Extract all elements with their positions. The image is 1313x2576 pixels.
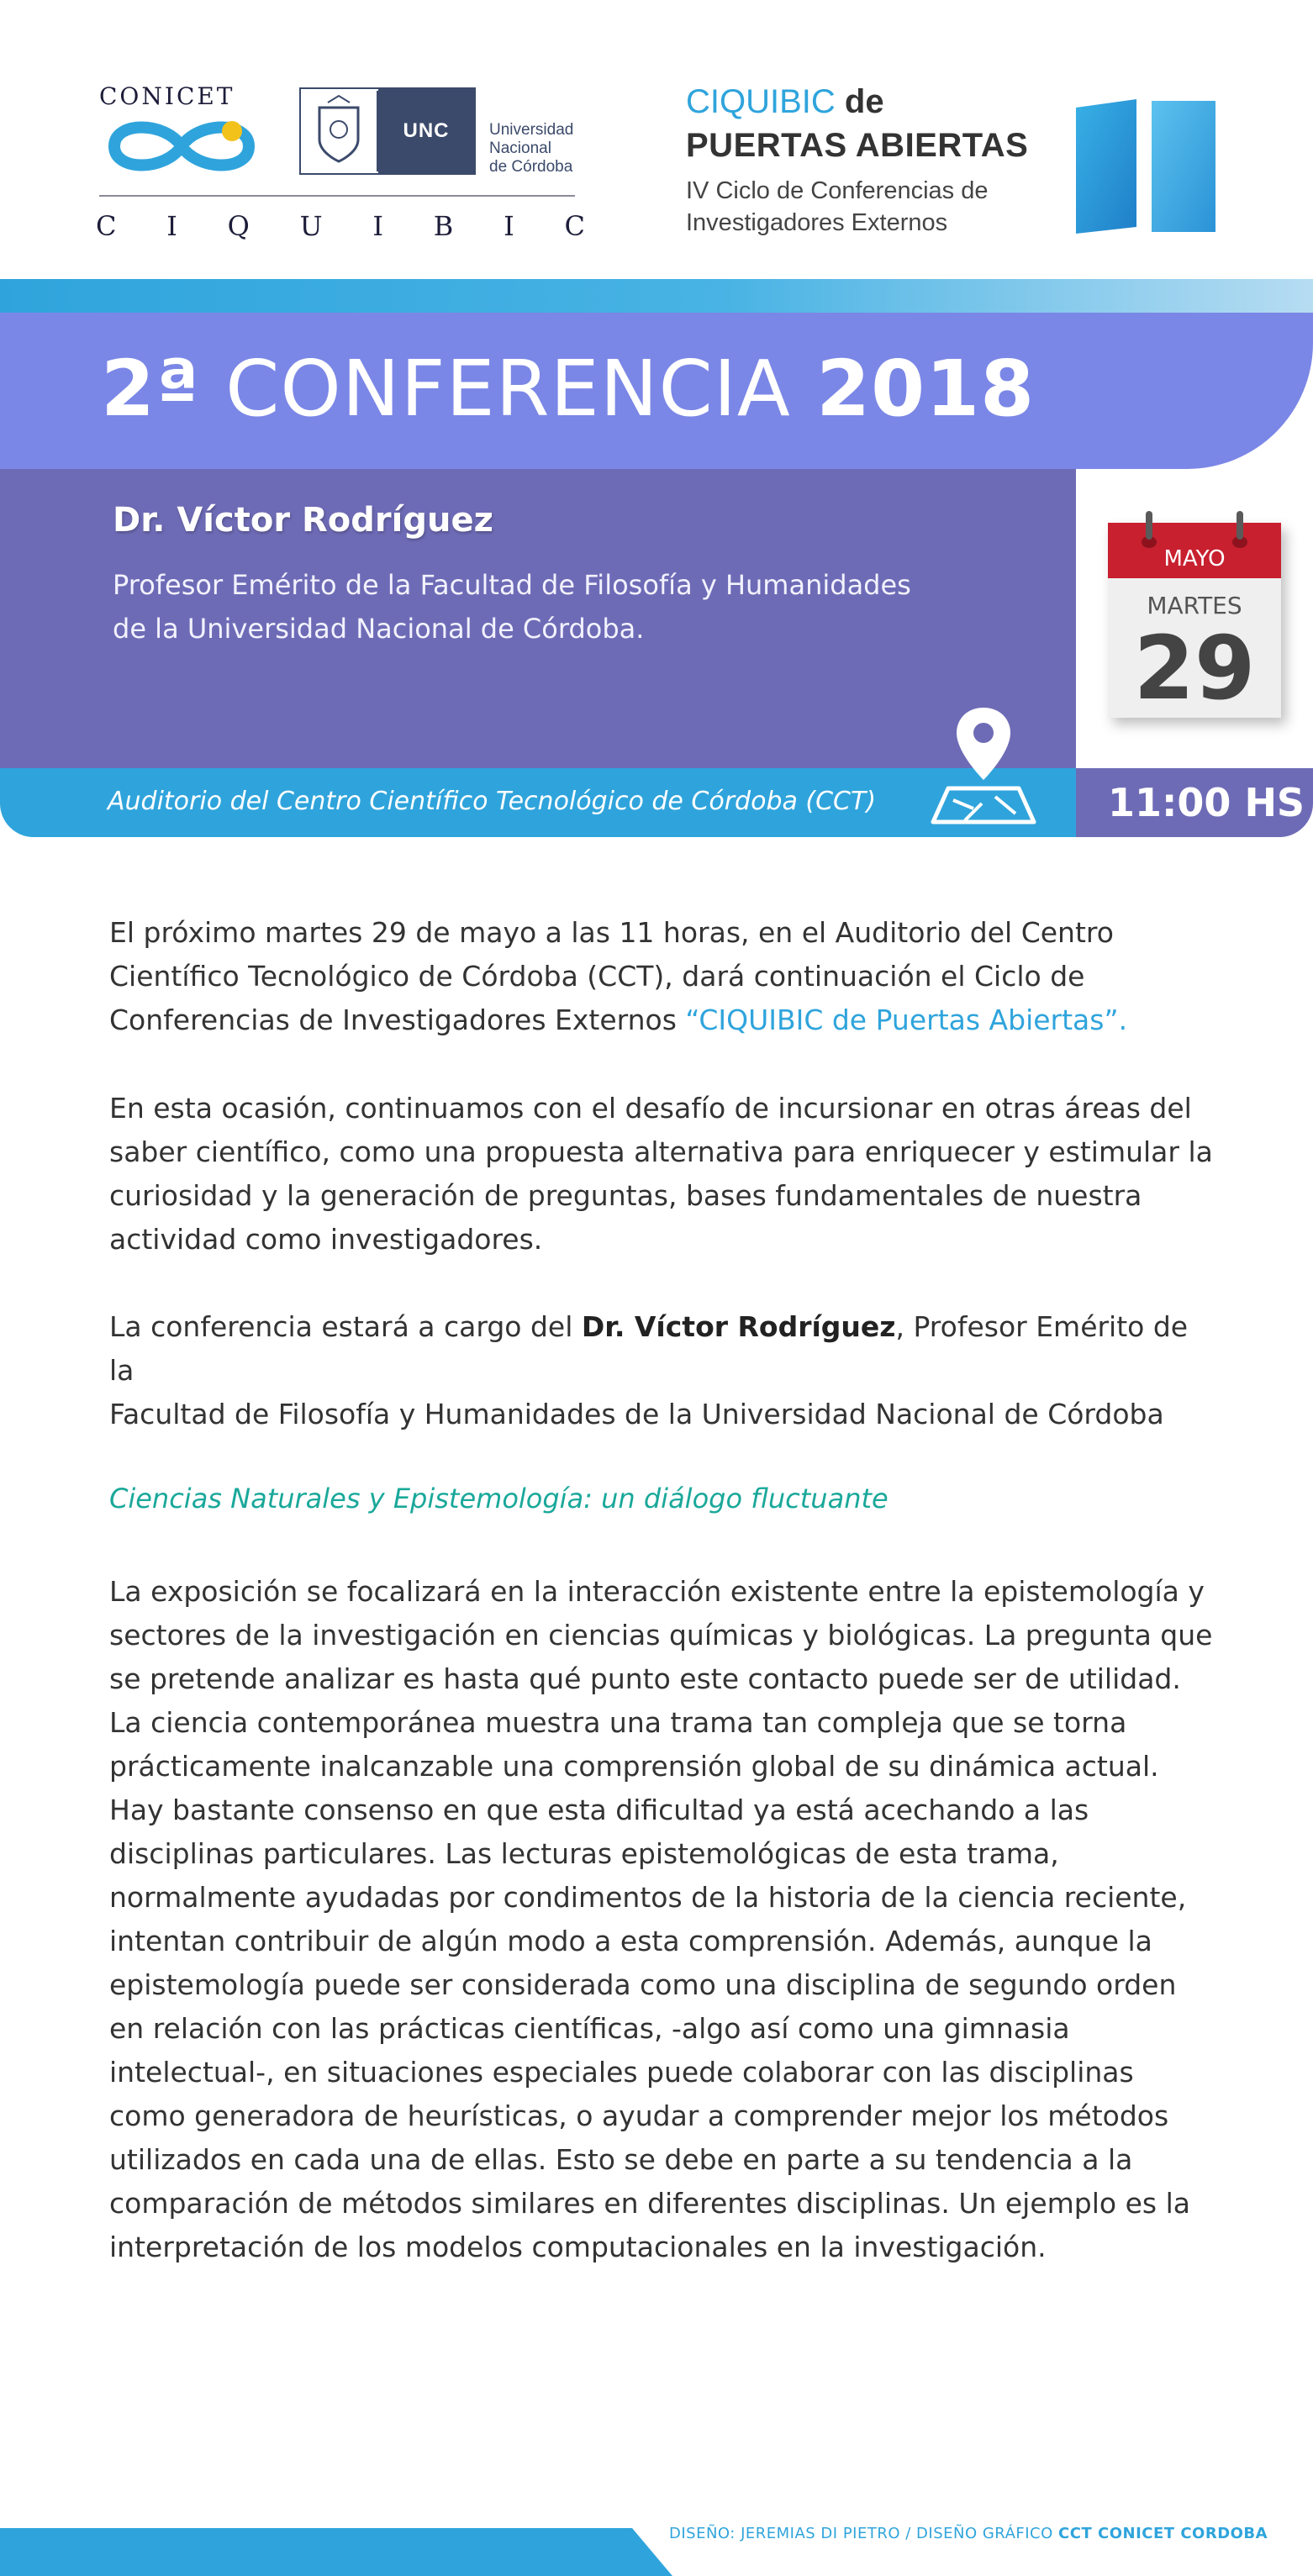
abstract-line: como generadora de heurísticas, o ayudar a comprender mejor los métodos (109, 2099, 1169, 2132)
talk-title: Ciencias Naturales y Epistemología: un diálogo fluctuante (109, 1483, 889, 1515)
ciquibic-letter: I (504, 210, 514, 242)
unc-name (489, 121, 615, 176)
abstract-line: en relación con las prácticas científicas, -algo así como una gimnasia (109, 2012, 1070, 2045)
footer-bar (0, 2528, 672, 2576)
ciquibic-letter: Q (227, 210, 250, 242)
cycle-subtitle (686, 175, 1073, 239)
conference-number: 2ª (101, 344, 200, 434)
ciquibic-letter: I (372, 210, 384, 242)
paragraph-text: Conferencias de Investigadores Externos (109, 1004, 686, 1036)
event-name-highlight: “CIQUIBIC de Puertas Abiertas”. (685, 1004, 1128, 1036)
cycle-subtitle-line: Investigadores Externos (686, 209, 948, 236)
ciquibic-letter: C (96, 210, 117, 242)
ciquibic-letter: C (564, 210, 585, 242)
map-pin-icon (915, 704, 1041, 830)
header-divider (99, 195, 575, 197)
title-ciquibic: CIQUIBIC (686, 83, 836, 120)
speaker-role-line: de la Universidad Nacional de Córdoba. (113, 613, 645, 645)
abstract-line: epistemología puede ser considerada como una disciplina de segundo orden (109, 1968, 1177, 2001)
credit-text: DISEÑO: JEREMIAS DI PIETRO / DISEÑO GRÁFICO (669, 2525, 1059, 2542)
paragraph-line: actividad como investigadores. (109, 1223, 543, 1256)
puertas-abiertas-title (686, 82, 884, 121)
speaker-name-bold: Dr. Víctor Rodríguez (581, 1310, 896, 1343)
unc-logo (299, 87, 476, 175)
abstract-line: La exposición se focalizará en la interacción existente entre la epistemología y (109, 1575, 1205, 1608)
abstract-line: normalmente ayudadas por condimentos de la historia de la ciencia reciente, (109, 1881, 1187, 1914)
date-calendar (1108, 523, 1281, 718)
context-paragraph (109, 1087, 1219, 1262)
speaker-paragraph (109, 1305, 1219, 1436)
abstract-paragraph (109, 1570, 1219, 2269)
abstract-line: prácticamente inalcanzable una comprensión global de su dinámica actual. (109, 1750, 1159, 1783)
abstract-line: sectores de la investigación en ciencias químicas y biológicas. La pregunta que (109, 1619, 1213, 1651)
puertas-abiertas-line2: PUERTAS ABIERTAS (686, 127, 1029, 164)
ciquibic-letter: I (166, 210, 177, 242)
paragraph-line: El próximo martes 29 de mayo a las 11 horas, en el Auditorio del Centro (109, 916, 1114, 949)
ciquibic-letter: U (299, 210, 323, 242)
abstract-line: se pretende analizar es hasta qué punto este contacto puede ser de utilidad. (109, 1662, 1181, 1695)
calendar-day: 29 (1133, 617, 1256, 719)
paragraph-line: Facultad de Filosofía y Humanidades de la Universidad Nacional de Córdoba (109, 1398, 1164, 1430)
calendar-ring-icon (1146, 511, 1152, 540)
conicet-wordmark: CONICET (99, 82, 235, 110)
open-doors-icon (1076, 99, 1219, 235)
abstract-line: Hay bastante consenso en que esta dificultad ya está acechando a las (109, 1794, 1089, 1826)
speaker-role-line: Profesor Emérito de la Facultad de Filosofía y Humanidades (113, 569, 911, 601)
paragraph-text: , Profesor Emérito de la (109, 1310, 1189, 1387)
unc-label: UNC (378, 89, 474, 173)
ciquibic-wordmark (96, 210, 585, 242)
conference-year: 2018 (816, 344, 1036, 434)
paragraph-text: La conferencia estará a cargo del (109, 1310, 582, 1343)
abstract-line: utilizados en cada una de ellas. Esto se debe en parte a su tendencia a la (109, 2143, 1133, 2176)
abstract-line: La ciencia contemporánea muestra una trama tan compleja que se torna (109, 1706, 1127, 1739)
conference-title (101, 343, 1035, 435)
calendar-month: MAYO (1108, 523, 1281, 578)
speaker-name: Dr. Víctor Rodríguez (113, 501, 493, 540)
event-time: 11:00 HS (1108, 780, 1305, 825)
unc-name-line: de Córdoba (489, 158, 573, 176)
title-de: de (844, 83, 884, 120)
unc-shield-icon (303, 91, 378, 171)
design-credit (669, 2525, 1268, 2542)
abstract-line: comparación de métodos similares en diferentes disciplinas. Un ejemplo es la (109, 2187, 1190, 2220)
abstract-line: interpretación de los modelos computacionales en la investigación. (109, 2231, 1047, 2263)
conicet-infinity-logo (98, 113, 266, 180)
paragraph-line (109, 1305, 1219, 1393)
intro-paragraph (109, 911, 1219, 1042)
header (0, 0, 1313, 279)
abstract-line: disciplinas particulares. Las lecturas epistemológicas de esta trama, (109, 1837, 1059, 1870)
paragraph-line: Científico Tecnológico de Córdoba (CCT), dará continuación el Ciclo de (109, 960, 1085, 993)
calendar-weekday: MARTES (1147, 592, 1242, 619)
credit-org: CCT CONICET CORDOBA (1058, 2525, 1268, 2542)
calendar-ring-icon (1237, 511, 1243, 540)
conference-word: CONFERENCIA (225, 344, 791, 434)
venue-text: Auditorio del Centro Científico Tecnológico de Córdoba (CCT) (108, 787, 877, 816)
speaker-role (113, 563, 1054, 651)
paragraph-line: saber científico, como una propuesta alternativa para enriquecer y estimular la (109, 1135, 1213, 1168)
abstract-line: intentan contribuir de algún modo a esta comprensión. Además, aunque la (109, 1925, 1152, 1957)
accent-strip (0, 279, 1313, 313)
cycle-subtitle-line: IV Ciclo de Conferencias de (686, 177, 989, 204)
unc-name-line: Nacional (489, 140, 551, 157)
paragraph-line (109, 998, 1219, 1042)
paragraph-line: curiosidad y la generación de preguntas, bases fundamentales de nuestra (109, 1179, 1142, 1212)
abstract-line: intelectual-, en situaciones especiales puede colaborar con las disciplinas (109, 2056, 1134, 2089)
ciquibic-letter: B (433, 210, 454, 242)
unc-name-line: Universidad (489, 121, 574, 139)
paragraph-line: En esta ocasión, continuamos con el desafío de incursionar en otras áreas del (109, 1092, 1192, 1125)
